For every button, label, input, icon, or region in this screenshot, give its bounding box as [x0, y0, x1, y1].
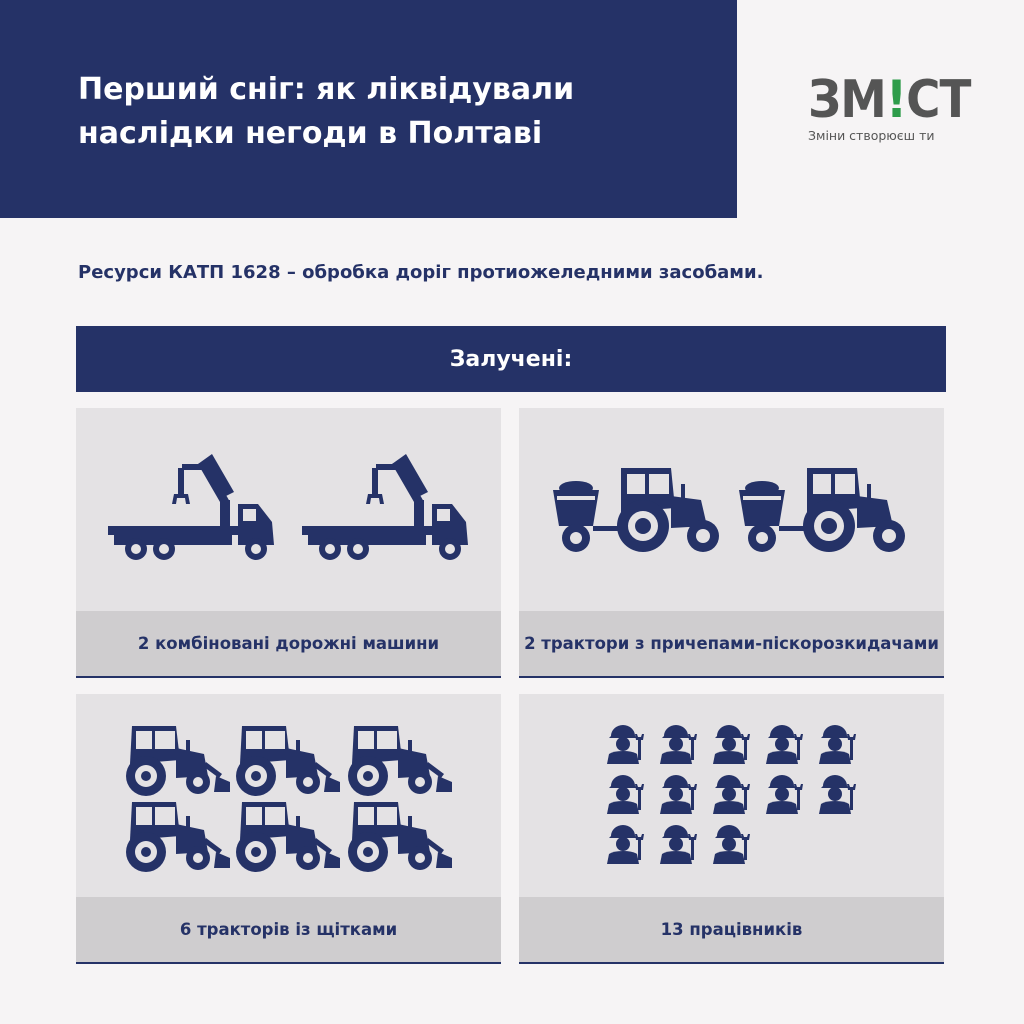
- card-tractor-spreaders: [519, 408, 944, 678]
- worker-icon: [819, 775, 856, 814]
- tractor-brush-icon: [236, 726, 340, 796]
- tractor-trailer-icons: [519, 408, 944, 608]
- section-title: Залучені:: [449, 346, 573, 372]
- worker-icon: [607, 725, 644, 764]
- card-caption: 13 працівників: [519, 897, 944, 962]
- tractor-brush-icon: [348, 726, 452, 796]
- worker-icon: [660, 775, 697, 814]
- card-caption: 2 трактори з причепами-піскорозкидачами: [519, 611, 944, 676]
- logo-tagline: Зміни створюєш ти: [808, 128, 935, 143]
- logo-wordmark: ЗМ!СТ: [808, 70, 971, 130]
- worker-icon: [660, 725, 697, 764]
- page-title: Перший сніг: як ліквідували наслідки негоди в Полтаві: [78, 72, 575, 151]
- worker-icon: [766, 775, 803, 814]
- tractor-brush-icon: [348, 802, 452, 872]
- worker-icons: [519, 694, 944, 894]
- card-workers: [519, 694, 944, 964]
- card-caption: 6 тракторів із щітками: [76, 897, 501, 962]
- tractor-trailer-icon: [553, 468, 719, 552]
- logo: [808, 70, 971, 152]
- tractor-brush-icon: [126, 802, 230, 872]
- worker-icon: [660, 825, 697, 864]
- worker-icon: [819, 725, 856, 764]
- worker-icon: [766, 725, 803, 764]
- worker-icon: [713, 775, 750, 814]
- worker-icon: [607, 825, 644, 864]
- section-title-bar: [76, 326, 946, 392]
- crane-truck-icon: [108, 454, 274, 560]
- tractor-trailer-icon: [739, 468, 905, 552]
- worker-icon: [713, 825, 750, 864]
- card-road-machines: [76, 408, 501, 678]
- tractor-brush-icons: [76, 694, 501, 894]
- card-caption: 2 комбіновані дорожні машини: [76, 611, 501, 676]
- crane-truck-icons: [76, 408, 501, 608]
- header-banner: [0, 0, 737, 218]
- crane-truck-icon: [302, 454, 468, 560]
- card-tractor-brushes: [76, 694, 501, 964]
- tractor-brush-icon: [236, 802, 340, 872]
- subtitle: Ресурси КАТП 1628 – обробка доріг протиожеледними засобами.: [78, 262, 764, 283]
- tractor-brush-icon: [126, 726, 230, 796]
- worker-icon: [713, 725, 750, 764]
- worker-icon: [607, 775, 644, 814]
